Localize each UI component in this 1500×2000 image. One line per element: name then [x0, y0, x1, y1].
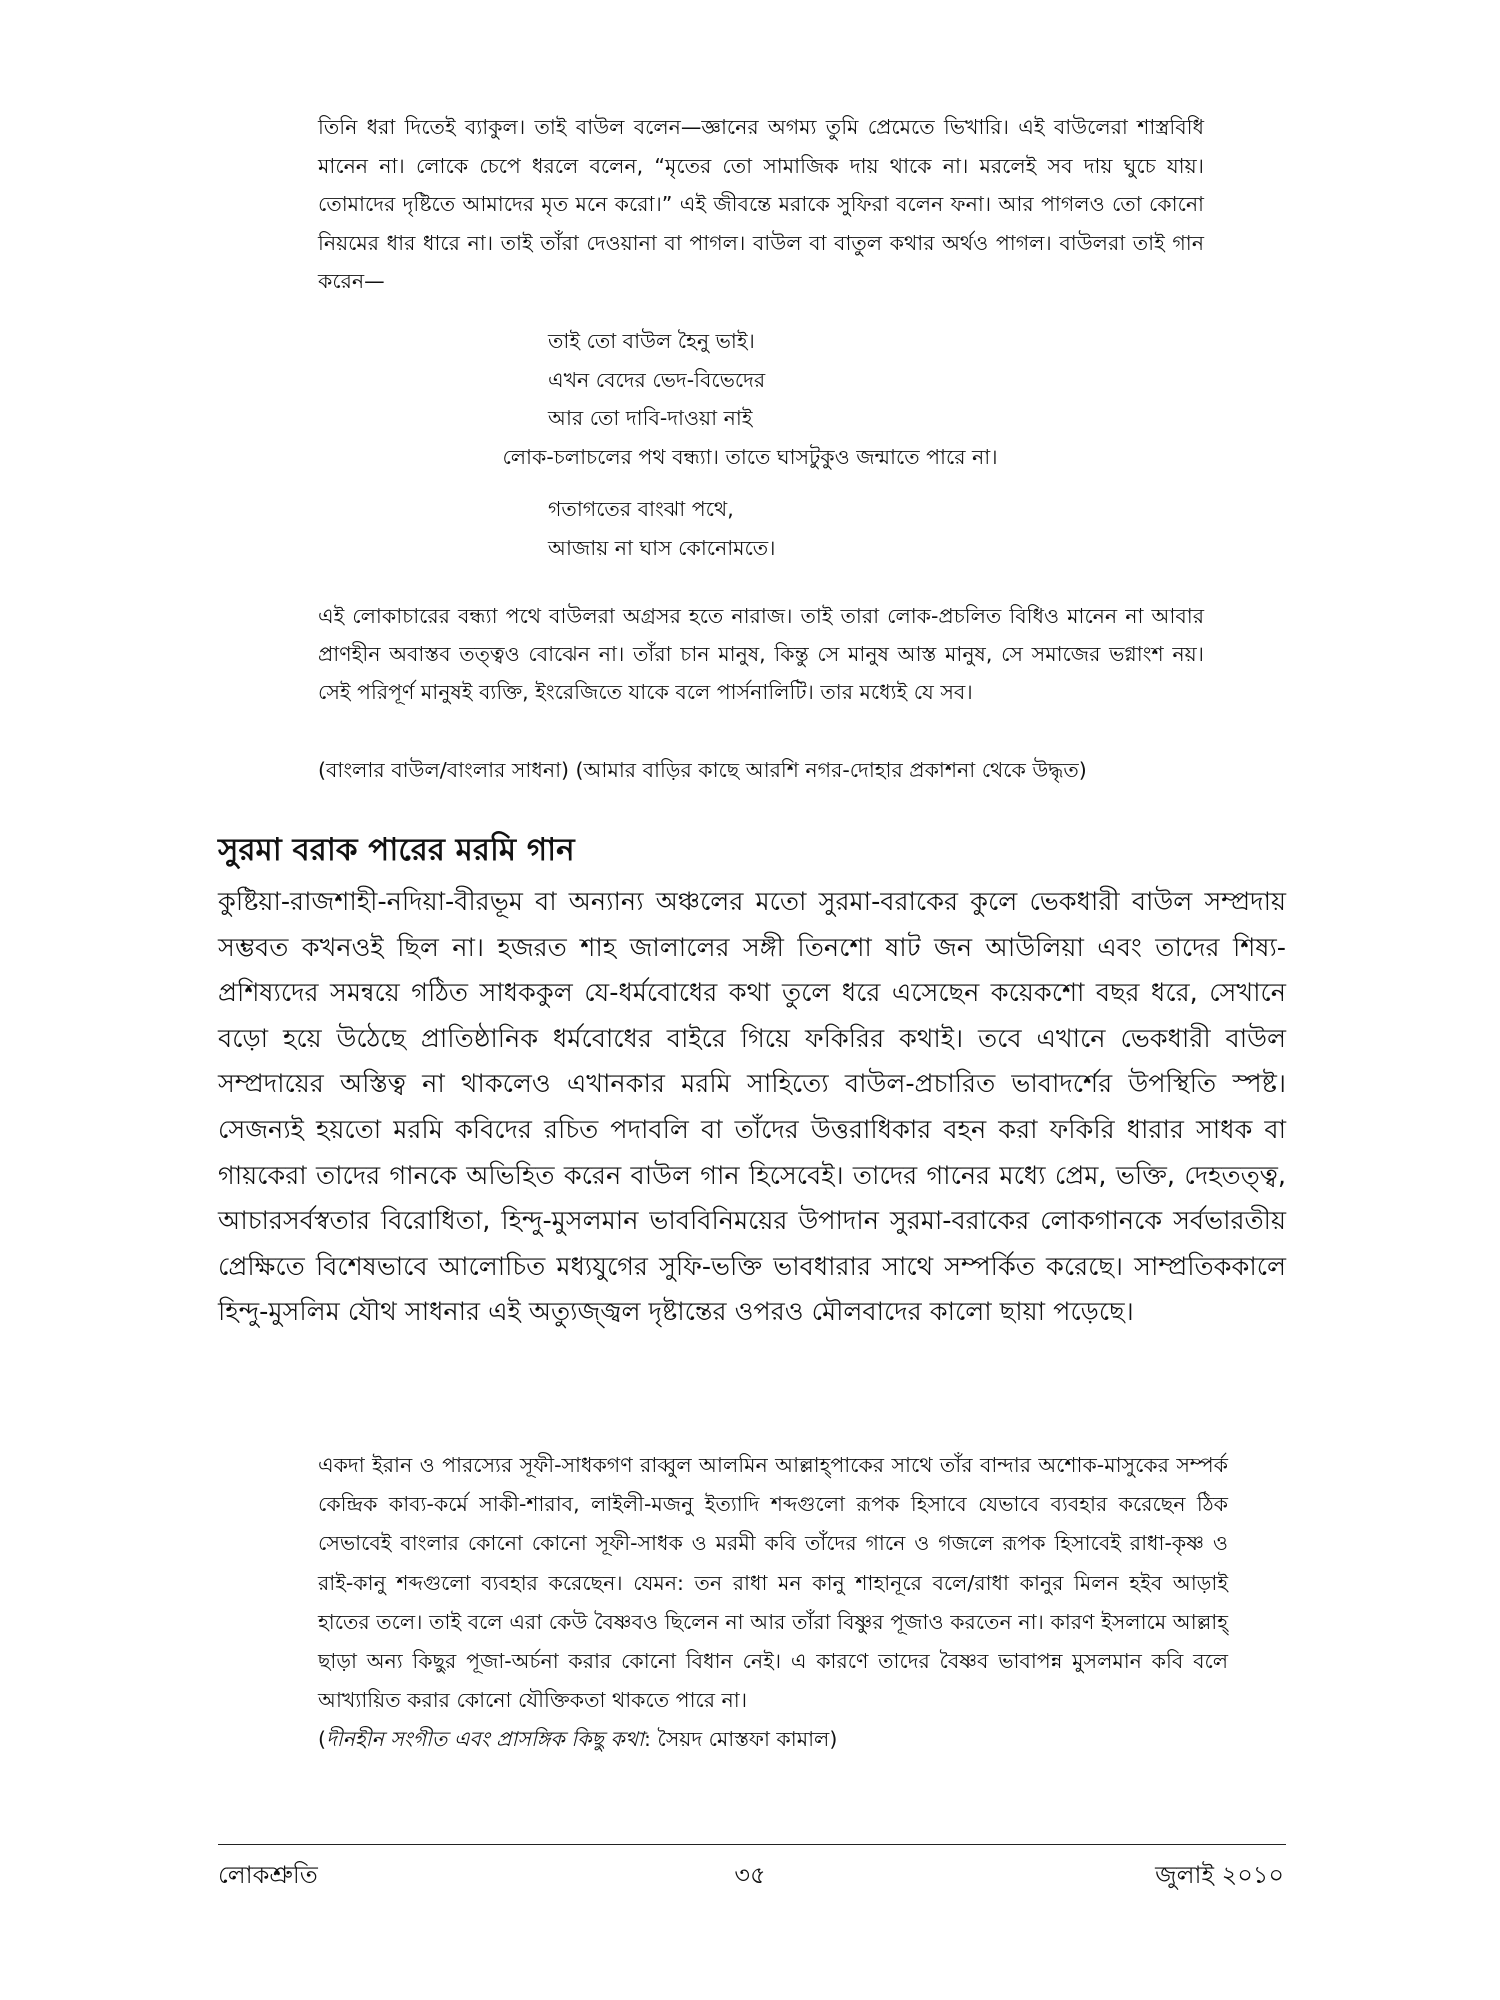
quote-citation-open: (: [318, 1727, 326, 1752]
verse-line: গতাগতের বাংঝা পথে,: [548, 497, 734, 521]
verse-block-1: [548, 322, 765, 438]
intro-text: তিনি ধরা দিতেই ব্যাকুল। তাই বাউল বলেন—জ্ঞানের অগম্য তুমি প্রেমেতে ভিখারি। এই বাউলেরা শাস্ত্রবিধি মানেন না। লোকে চেপে ধরলে বলেন, “মৃতের তো সামাজিক দায় থাকে না। মরলেই সব দায় ঘুচে যায়। তোমাদের দৃষ্টিতে আমাদের মৃত মনে করো।” এই জীবন্তে মরাকে সুফিরা বলেন ফনা। আর পাগলও তো কোনো নিয়মের ধার ধারে না। তাই তাঁরা দেওয়ানা বা পাগল। বাউল বা বাতুল কথার অর্থও পাগল। বাউলরা তাই গান করেন—: [318, 115, 1204, 293]
body-text: কুষ্টিয়া-রাজশাহী-নদিয়া-বীরভূম বা অন্যান্য অঞ্চলের মতো সুরমা-বরাকের কুলে ভেকধারী বাউল সম্প্রদায় সম্ভবত কখনওই ছিল না। হজরত শাহ জালালের সঙ্গী তিনশো ষাট জন আউলিয়া এবং তাদের শিষ্য-প্রশিষ্যদের সমন্বয়ে গঠিত সাধককুল যে-ধর্মবোধের কথা তুলে ধরে এসেছেন কয়েকশো বছর ধরে, সেখানে বড়ো হয়ে উঠেছে প্রাতিষ্ঠানিক ধর্মবোধের বাইরে গিয়ে ফকিরির কথাই। তবে এখানে ভেকধারী বাউল সম্প্রদায়ের অস্তিত্ব না থাকলেও এখানকার মরমি সাহিত্যে বাউল-প্রচারিত ভাবাদর্শের উপস্থিতি স্পষ্ট। সেজন্যই হয়তো মরমি কবিদের রচিত পদাবলি বা তাঁদের উত্তরাধিকার বহন করা ফকিরি ধারার সাধক বা গায়কেরা তাদের গানকে অভিহিত করেন বাউল গান হিসেবেই। তাদের গানের মধ্যে প্রেম, ভক্তি, দেহতত্ত্ব, আচারসর্বস্বতার বিরোধিতা, হিন্দু-মুসলমান ভাববিনিময়ের উপাদান সুরমা-বরাকের লোকগানকে সর্বভারতীয় প্রেক্ষিতে বিশেষভাবে আলোচিত মধ্যযুগের সুফি-ভক্তি ভাবধারার সাথে সম্পর্কিত করেছে। সাম্প্রতিককালে হিন্দু-মুসলিম যৌথ সাধনার এই অত্যুজ্জ্বল দৃষ্টান্তের ওপরও মৌলবাদের কালো ছায়া পড়েছে।: [218, 887, 1286, 1328]
after-verse-text: এই লোকাচারের বন্ধ্যা পথে বাউলরা অগ্রসর হতে নারাজ। তাই তারা লোক-প্রচলিত বিধিও মানেন না আবার প্রাণহীন অবাস্তব তত্ত্বও বোঝেন না। তাঁরা চান মানুষ, কিন্তু সে মানুষ আস্ত মানুষ, সে সমাজের ভগ্নাংশ নয়। সেই পরিপূর্ণ মানুষই ব্যক্তি, ইংরেজিতে যাকে বলে পার্সনালিটি। তার মধ্যেই যে সব।: [318, 603, 1204, 704]
quote-citation: [318, 1720, 1228, 1759]
quote-citation-rest: : সৈয়দ মোস্তফা কামাল): [643, 1727, 838, 1752]
source-citation-text: (বাংলার বাউল/বাংলার সাধনা) (আমার বাড়ির কাছে আরশি নগর-দোহার প্রকাশনা থেকে উদ্ধৃত): [318, 757, 1087, 782]
verse-block-2: [548, 490, 776, 567]
verse-line: তাই তো বাউল হৈনু ভাই।: [548, 329, 755, 353]
section-heading: সুরমা বরাক পারের মরমি গান: [218, 832, 575, 868]
quote-citation-title: দীনহীন সংগীত এবং প্রাসঙ্গিক কিছু কথা: [326, 1727, 644, 1752]
verse-line: এখন বেদের ভেদ-বিভেদের: [548, 367, 766, 392]
intro-paragraph: [318, 108, 1204, 301]
footer-page-number: ৩৫: [734, 1861, 766, 1889]
footer-journal-name: লোকশ্রুতি: [218, 1861, 318, 1889]
footer-divider: [218, 1844, 1286, 1845]
quote-text: একদা ইরান ও পারস্যের সূফী-সাধকগণ রাব্বুল আলমিন আল্লাহ্‌পাকের সাথে তাঁর বান্দার অশোক-মাসুকের সম্পর্ক কেন্দ্রিক কাব্য-কর্মে সাকী-শারাব, লাইলী-মজনু ইত্যাদি শব্দগুলো রূপক হিসাবে যেভাবে ব্যবহার করেছেন ঠিক সেভাবেই বাংলার কোনো কোনো সূফী-সাধক ও মরমী কবি তাঁদের গানে ও গজলে রূপক হিসাবেই রাধা-কৃষ্ণ ও রাই-কানু শব্দগুলো ব্যবহার করেছেন। যেমন: তন রাধা মন কানু শাহানূরে বলে/রাধা কানুর মিলন হইব আড়াই হাতের তলে। তাই বলে এরা কেউ বৈষ্ণবও ছিলেন না আর তাঁরা বিষ্ণুর পূজাও করতেন না। কারণ ইসলামে আল্লাহ্ ছাড়া অন্য কিছুর পূজা-অর্চনা করার কোনো বিধান নেই। এ কারণে তাদের বৈষ্ণব ভাবাপন্ন মুসলমান কবি বলে আখ্যায়িত করার কোনো যৌক্তিকতা থাকতে পারে না।: [318, 1453, 1228, 1713]
body-paragraph: [218, 880, 1286, 1336]
source-citation: [318, 730, 1204, 809]
footer-date: জুলাই ২০১০: [1155, 1861, 1284, 1889]
block-quote: [318, 1446, 1228, 1760]
after-verse-paragraph: [318, 576, 1204, 731]
prose-line: লোক-চলাচলের পথ বন্ধ্যা। তাতে ঘাসটুকুও জন্মাতে পারে না।: [502, 445, 998, 469]
verse-line: আর তো দাবি-দাওয়া নাই: [548, 406, 753, 430]
verse-line: আজায় না ঘাস কোনোমতে।: [548, 535, 776, 560]
